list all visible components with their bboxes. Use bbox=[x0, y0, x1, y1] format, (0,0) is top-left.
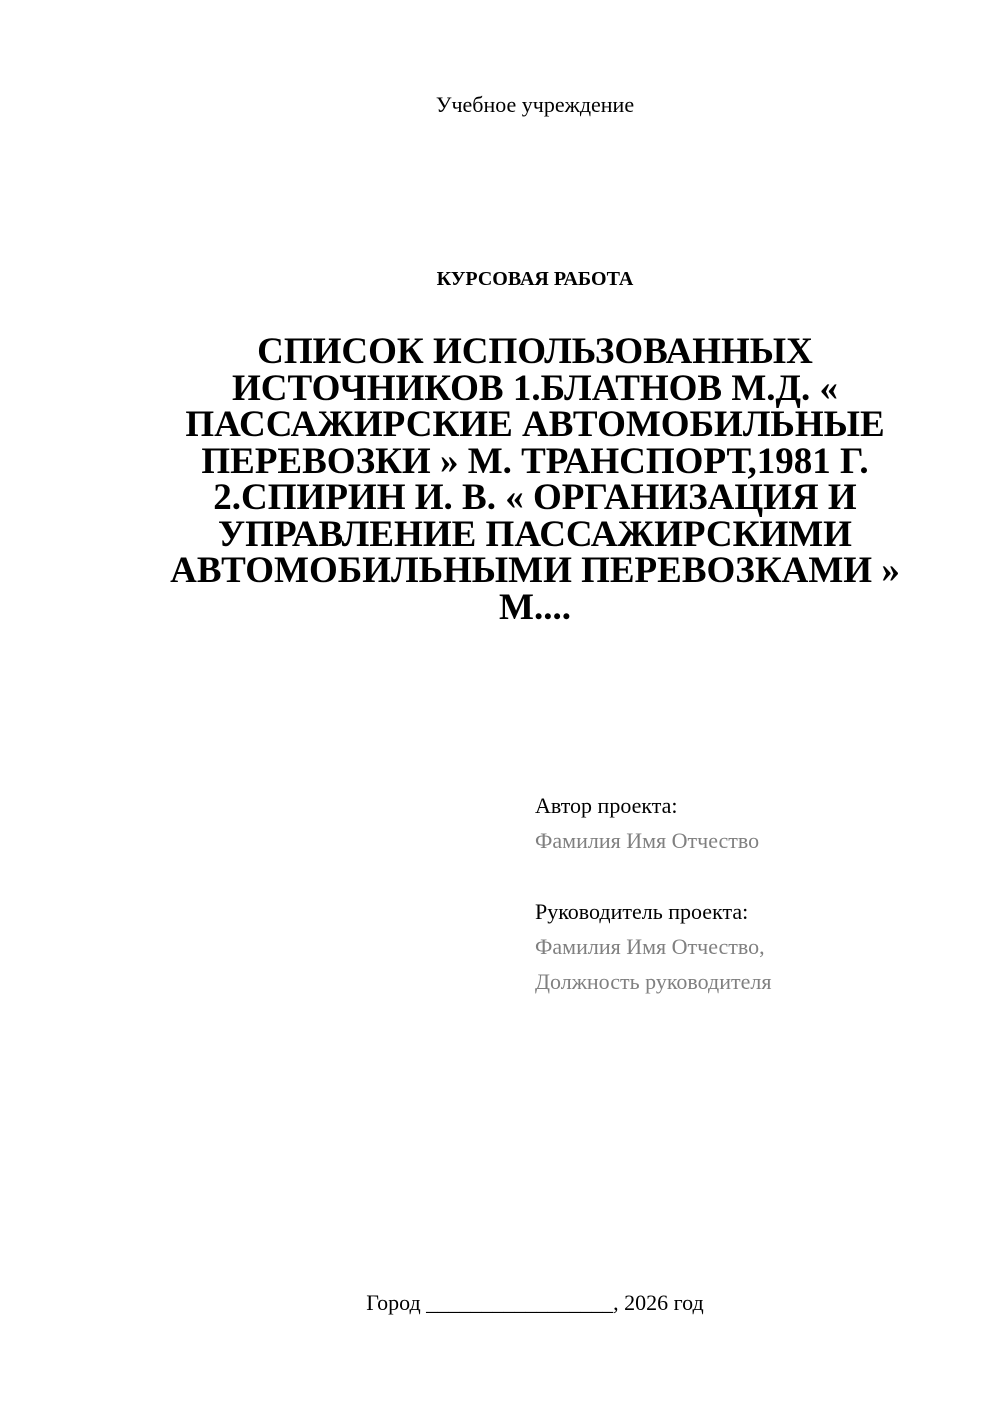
work-title: СПИСОК ИСПОЛЬЗОВАННЫХ ИСТОЧНИКОВ 1.БЛАТНОВ М.Д. « ПАССАЖИРСКИЕ АВТОМОБИЛЬНЫЕ ПЕРЕВОЗКИ » М. ТРАНСПОРТ,1981 Г. 2.СПИРИН И. В. « ОРГАНИЗАЦИЯ И УПРАВЛЕНИЕ ПАССАЖИРСКИМИ АВТОМОБИЛЬНЫМИ ПЕРЕВОЗКАМИ » М.... bbox=[170, 331, 900, 628]
author-label: Автор проекта: bbox=[535, 793, 678, 818]
supervisor-name: Фамилия Имя Отчество, bbox=[535, 934, 765, 959]
work-type-heading: КУРСОВАЯ РАБОТА bbox=[436, 268, 634, 290]
supervisor-label: Руководитель проекта: bbox=[535, 899, 749, 924]
author-name: Фамилия Имя Отчество bbox=[535, 828, 760, 853]
city-year-line: Город _________________, 2026 год bbox=[366, 1290, 704, 1315]
author-block bbox=[535, 788, 759, 858]
supervisor-position: Должность руководителя bbox=[535, 969, 772, 994]
supervisor-block bbox=[535, 894, 771, 999]
institution-name: Учебное учреждение bbox=[435, 92, 635, 117]
